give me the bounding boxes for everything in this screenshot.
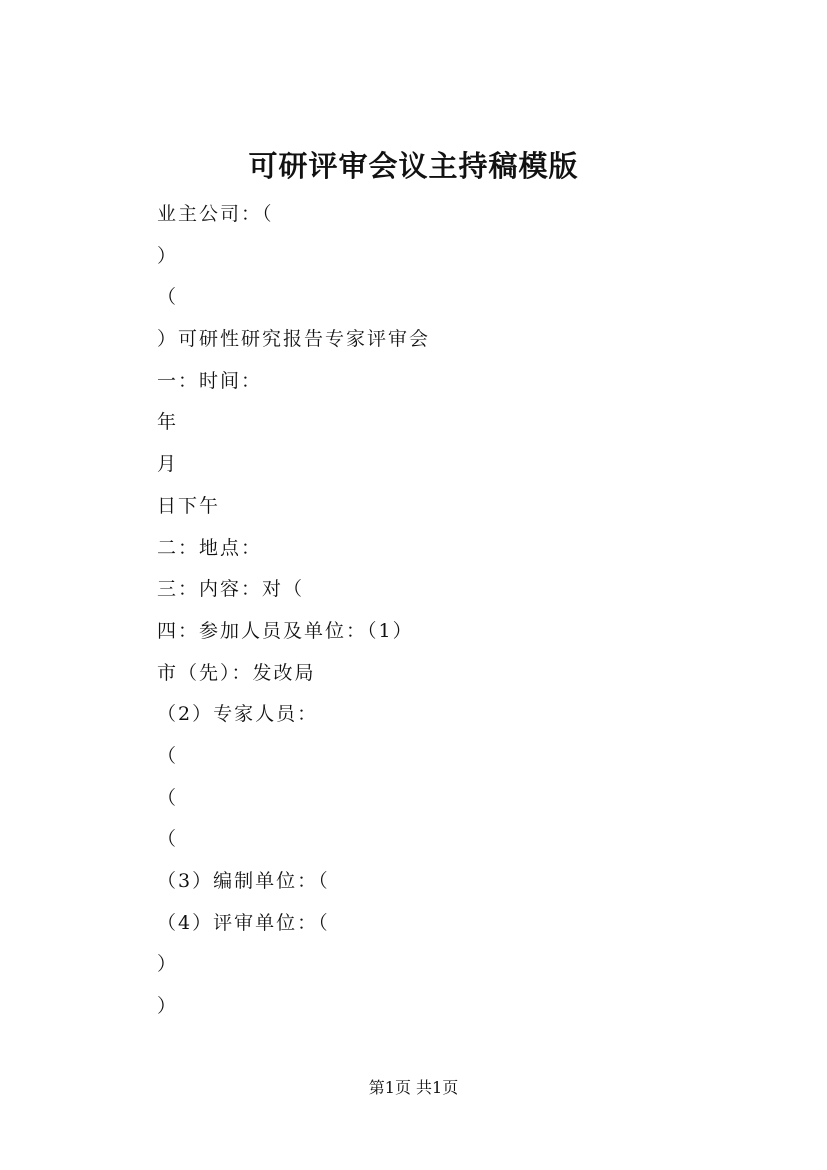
body-line: 业主公司：（ <box>157 203 274 225</box>
page-footer: 第1页 共1页 <box>368 1078 459 1097</box>
body-line: 二：地点： <box>157 536 263 559</box>
body-line: （2）专家人员： <box>157 703 319 726</box>
body-line: 一：时间： <box>157 369 263 392</box>
body-line: 年 <box>157 411 179 434</box>
body-line: 月 <box>157 453 179 476</box>
document-title: 可研评审会议主持稿模版 <box>248 149 579 183</box>
document-body <box>157 197 717 1031</box>
body-line: 三：内容：对（ <box>157 578 305 601</box>
body-line: ） <box>157 244 179 267</box>
body-line: 市（先）：发改局 <box>157 661 316 684</box>
body-line: 四：参加人员及单位：（1） <box>157 619 414 642</box>
body-line: ） <box>157 953 179 976</box>
body-line: ） <box>157 995 179 1018</box>
body-line: （4）评审单位：（ <box>157 911 330 934</box>
body-line: ）可研性研究报告专家评审会 <box>157 328 431 351</box>
body-line: （ <box>157 286 179 309</box>
body-line: （ <box>157 786 179 809</box>
body-line: （ <box>157 744 179 767</box>
body-line: （3）编制单位：（ <box>157 870 330 892</box>
body-line: 日下午 <box>157 494 221 517</box>
body-line: （ <box>157 828 179 851</box>
